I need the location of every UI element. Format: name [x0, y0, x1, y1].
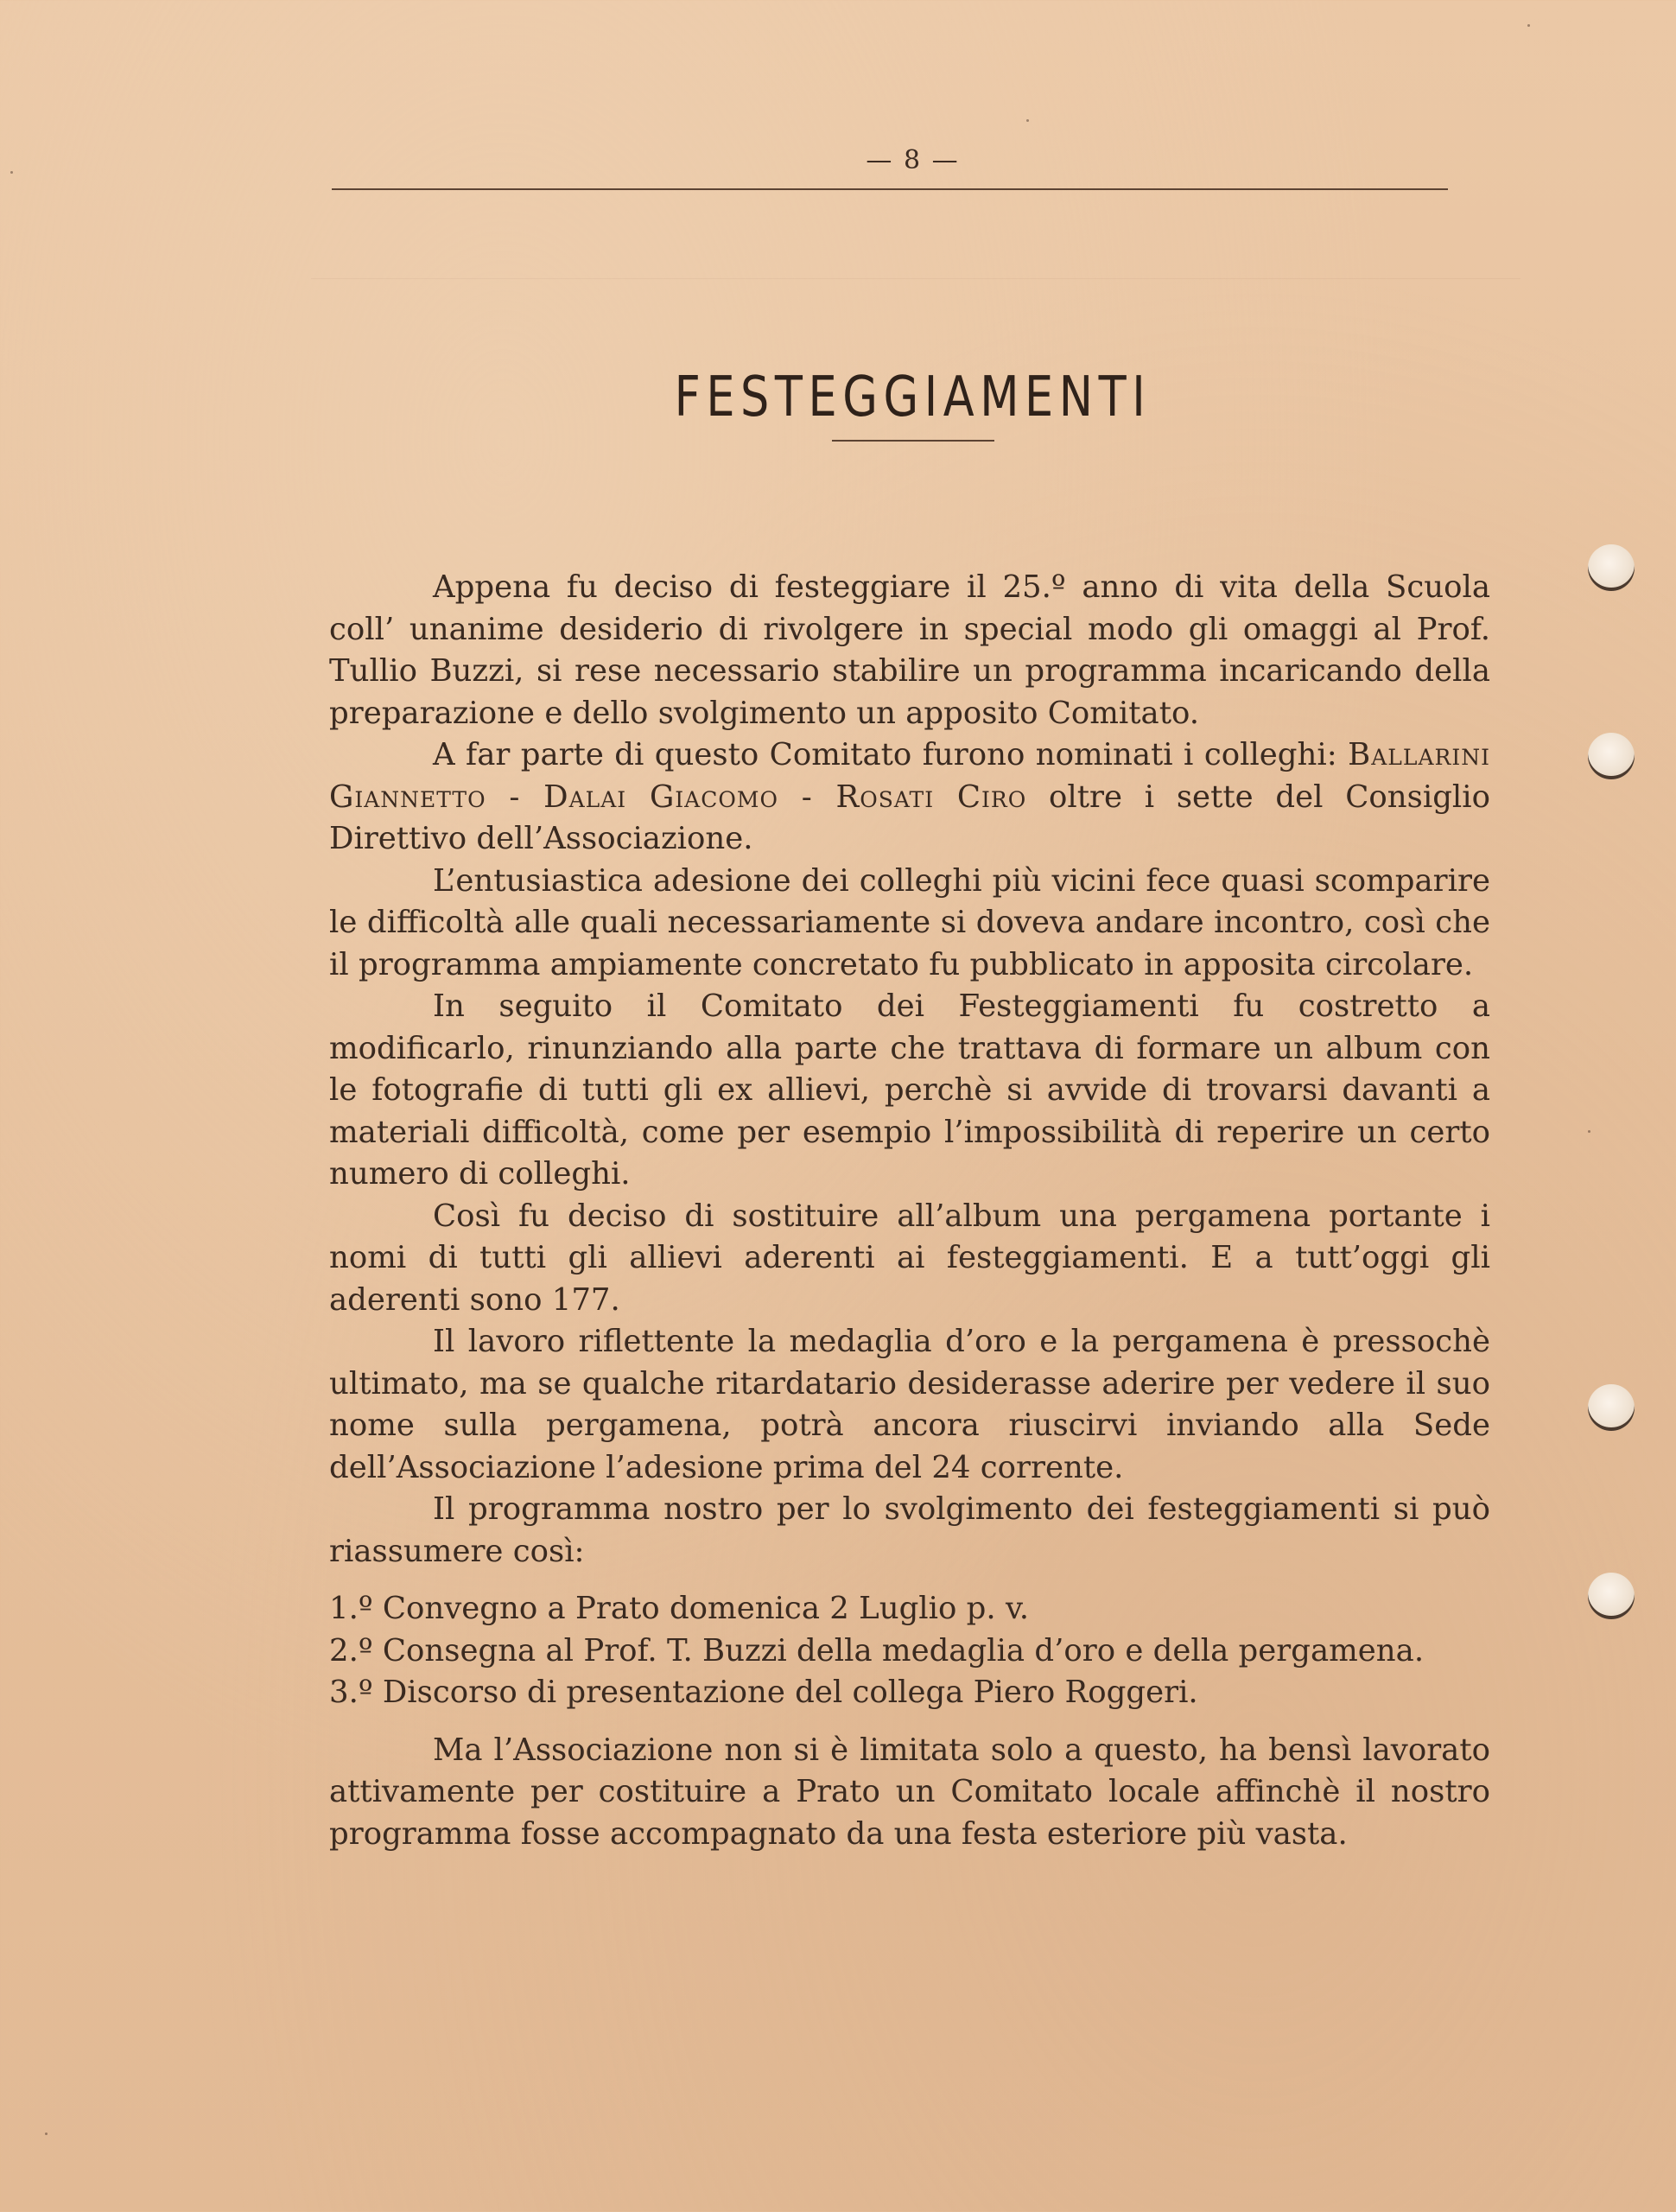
- paper-speck: [10, 171, 13, 174]
- bleed-through-texture: [311, 233, 1520, 279]
- committee-names: Ballarini Giannetto - Dalai Giacomo - Rosati Ciro: [329, 737, 1491, 815]
- paragraph-6: Il lavoro riflettente la medaglia d’oro e la pergamena è pressochè ultimato, ma se qualche ritardatario desiderasse aderire per vedere il suo nome sulla pergamena, potrà ancora riuscirvi inviando alla Sede dell’Associazione l’adesione prima del 24 corrente.: [329, 1324, 1490, 1485]
- program-item: 3.º Discorso di presentazione del collega Piero Roggeri.: [329, 1675, 1198, 1710]
- paragraph-5: Così fu deciso di sostituire all’album una pergamena portante i nomi di tutti gli allievi aderenti ai festeggiamenti. E a tutt’oggi gli aderenti sono 177.: [329, 1198, 1490, 1318]
- body-text: [329, 567, 1490, 1855]
- punch-hole: [1588, 1384, 1635, 1431]
- paper-speck: [45, 2133, 48, 2135]
- paragraph-2: [329, 734, 1490, 861]
- paragraph-2-intro: A far parte di questo Comitato furono nominati i colleghi:: [433, 737, 1337, 772]
- program-item: 1.º Convegno a Prato domenica 2 Luglio p. v.: [329, 1591, 1030, 1626]
- paragraph-3: L’entusiastica adesione dei colleghi più vicini fece quasi scomparire le difficoltà alle quali necessariamente si doveva andare incontro, così che il programma ampiamente concretato fu pubblicato in apposita circolare.: [329, 862, 1490, 982]
- paper-speck: [1588, 1130, 1590, 1133]
- paragraph-2-end: oltre i sette del Consiglio Direttivo dell’Associazione.: [329, 779, 1491, 856]
- program-item: 2.º Consegna al Prof. T. Buzzi della medaglia d’oro e della pergamena.: [329, 1632, 1425, 1669]
- page-number: — 8 —: [866, 145, 960, 175]
- paper-speck: [1527, 24, 1530, 27]
- paragraph-1: Appena fu deciso di festeggiare il 25.º anno di vita della Scuola coll’ unanime desiderio di rivolgere in special modo gli omaggi al Prof. Tullio Buzzi, si rese necessario stabilire un programma incaricando della preparazione e dello svolgimento un apposito Comitato.: [329, 569, 1490, 731]
- program-list: [329, 1588, 1490, 1714]
- paper-speck: [1026, 119, 1029, 122]
- title-rule: [832, 440, 994, 442]
- paragraph-8: Ma l’Associazione non si è limitata solo a questo, ha bensì lavorato attivamente per costituire a Prato un Comitato locale affinchè il nostro programma fosse accompagnato da una festa esteriore più vasta.: [329, 1732, 1490, 1852]
- punch-hole: [1588, 733, 1635, 779]
- punch-hole: [1588, 544, 1635, 591]
- paragraph-7: Il programma nostro per lo svolgimento dei festeggiamenti si può riassumere così:: [329, 1491, 1490, 1569]
- header-rule: [332, 188, 1448, 190]
- paragraph-4: In seguito il Comitato dei Festeggiamenti fu costretto a modificarlo, rinunziando alla parte che trattava di formare un album con le fotografie di tutti gli ex allievi, perchè si avvide di trovarsi davanti a materiali difficoltà, come per esempio l’impossibilità di reperire un certo numero di colleghi.: [329, 988, 1490, 1192]
- page-title: FESTEGGIAMENTI: [674, 365, 1152, 429]
- punch-hole: [1588, 1573, 1635, 1619]
